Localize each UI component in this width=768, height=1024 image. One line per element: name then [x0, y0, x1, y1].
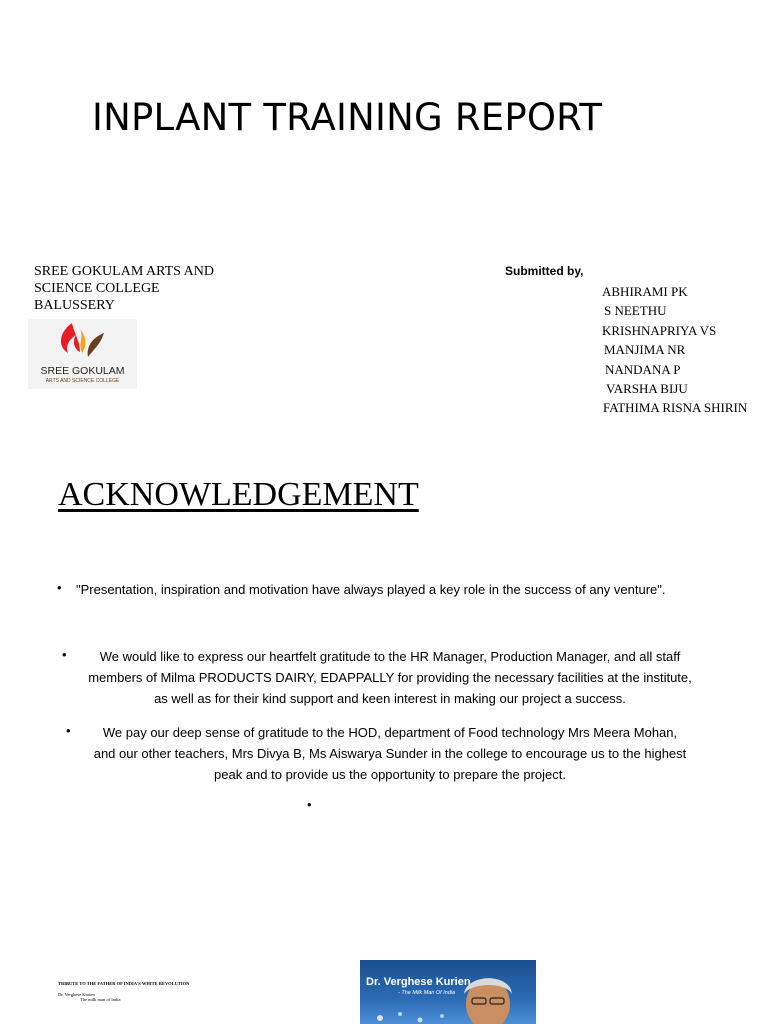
tribute-name: Dr. Verghese Kurien: [58, 992, 95, 997]
student-name: S NEETHU: [604, 303, 667, 319]
paragraph-line: as well as for their kind support and keen interest in making our project a success.: [154, 691, 626, 706]
poster-title: Dr. Verghese Kurien: [366, 976, 471, 988]
college-name-line: BALUSSERY: [34, 298, 115, 313]
paragraph-line: We pay our deep sense of gratitude to the HOD, department of Food technology Mrs Meera Mohan,: [102, 725, 678, 740]
student-names: [600, 282, 747, 418]
student-name: ABHIRAMI PK: [602, 284, 688, 299]
student-name: FATHIMA RISNA SHIRIN: [603, 400, 748, 416]
bullet-icon: •: [62, 647, 67, 662]
paragraph-line: We would like to express our heartfelt gratitude to the HR Manager, Production Manager, and all staff: [99, 649, 681, 664]
bullet-icon: •: [307, 797, 312, 812]
bullet-icon: •: [66, 723, 71, 738]
student-name: VARSHA BIJU: [606, 381, 688, 397]
college-name: [34, 263, 214, 314]
acknowledgement-heading: ACKNOWLEDGEMENT: [58, 476, 419, 513]
tribute-heading: TRIBUTE TO THE FATHER OF INDIA'S WHITE REVOLUTION: [58, 981, 190, 986]
student-name: MANJIMA NR: [604, 342, 686, 358]
kurien-poster-image: [360, 960, 536, 1024]
college-name-line: SREE GOKULAM ARTS AND: [34, 264, 215, 279]
report-title: INPLANT TRAINING REPORT: [92, 96, 603, 139]
tribute-subtitle: The milk man of India: [80, 997, 121, 1002]
student-name: NANDANA P: [605, 361, 681, 377]
bullet-icon: •: [57, 580, 62, 595]
poster-subtitle: - The Milk Man Of India: [398, 990, 456, 996]
paragraph-line: and our other teachers, Mrs Divya B, Ms Aiswarya Sunder in the college to encourage us to the highest: [93, 746, 687, 761]
logo-name: SREE GOKULAM: [40, 365, 125, 377]
acknowledgement-paragraph-1: [70, 646, 710, 709]
college-name-line: SCIENCE COLLEGE: [34, 281, 160, 296]
paragraph-line: members of Milma PRODUCTS DAIRY, EDAPPALLY for providing the necessary facilities at the institute,: [88, 670, 692, 685]
submitted-by-label: Submitted by,: [505, 264, 584, 278]
acknowledgement-paragraph-2: [70, 722, 710, 785]
student-name: KRISHNAPRIYA VS: [602, 322, 717, 338]
acknowledgement-quote: "Presentation, inspiration and motivation have always played a key role in the success of any venture".: [76, 582, 666, 597]
flame-logo-icon: [28, 319, 137, 389]
paragraph-line: peak and to provide us the opportunity to prepare the project.: [214, 767, 566, 782]
college-logo: [28, 319, 137, 389]
portrait-icon: [360, 960, 536, 1024]
logo-subtitle: ARTS AND SCIENCE COLLEGE: [45, 378, 120, 384]
